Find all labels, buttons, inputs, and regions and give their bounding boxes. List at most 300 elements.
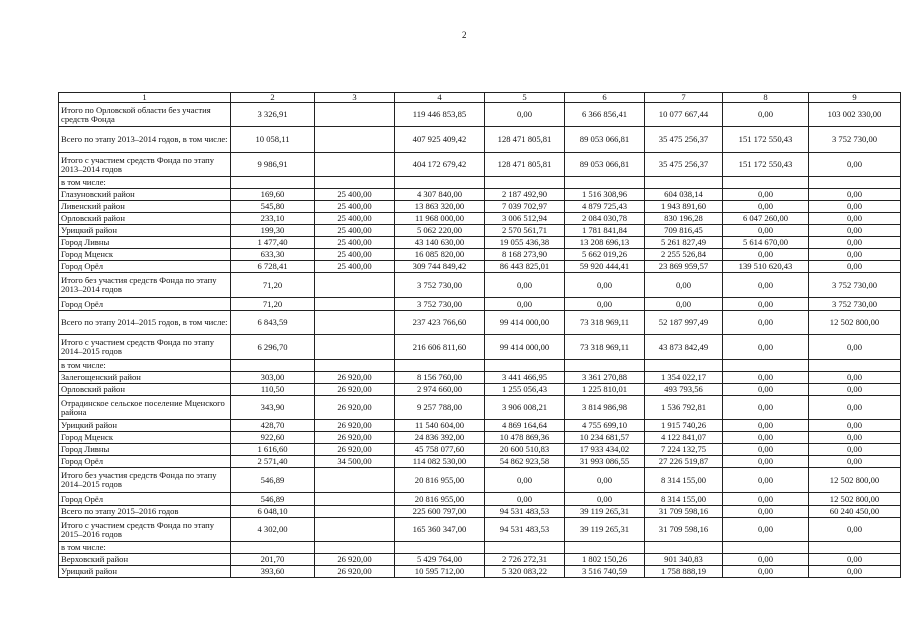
table-row	[59, 432, 901, 444]
value-cell: 0,00	[565, 298, 645, 311]
page-number: 2	[462, 30, 467, 40]
value-cell: 216 606 811,60	[395, 335, 485, 360]
value-cell: 343,90	[231, 396, 315, 420]
value-cell: 89 053 066,81	[565, 127, 645, 153]
value-cell: 0,00	[809, 225, 901, 237]
value-cell: 25 400,00	[315, 237, 395, 249]
value-cell: 45 758 077,60	[395, 444, 485, 456]
value-cell: 2 726 272,31	[485, 554, 565, 566]
value-cell	[809, 360, 901, 372]
table-row	[59, 566, 901, 578]
row-label-cell: Орловский район	[59, 384, 231, 396]
row-label-cell: Всего по этапу 2014–2015 годов, в том числе:	[59, 311, 231, 335]
column-header: 2	[231, 93, 315, 103]
value-cell: 10 077 667,44	[645, 103, 723, 127]
value-cell: 39 119 265,31	[565, 506, 645, 518]
table-row	[59, 396, 901, 420]
value-cell	[645, 360, 723, 372]
value-cell	[565, 360, 645, 372]
value-cell: 3 752 730,00	[809, 273, 901, 298]
value-cell: 8 314 155,00	[645, 493, 723, 506]
value-cell: 10 478 869,36	[485, 432, 565, 444]
table-row	[59, 493, 901, 506]
value-cell	[809, 177, 901, 189]
value-cell	[315, 153, 395, 177]
value-cell: 4 755 699,10	[565, 420, 645, 432]
value-cell: 199,30	[231, 225, 315, 237]
value-cell: 13 863 320,00	[395, 201, 485, 213]
value-cell	[645, 177, 723, 189]
value-cell	[315, 542, 395, 554]
value-cell: 0,00	[809, 189, 901, 201]
value-cell	[395, 177, 485, 189]
value-cell: 0,00	[809, 237, 901, 249]
value-cell: 2 570 561,71	[485, 225, 565, 237]
value-cell: 20 600 510,83	[485, 444, 565, 456]
row-label-cell: Город Мценск	[59, 432, 231, 444]
value-cell: 31 709 598,16	[645, 518, 723, 542]
value-cell: 151 172 550,43	[723, 153, 809, 177]
value-cell: 6 048,10	[231, 506, 315, 518]
table-row	[59, 237, 901, 249]
value-cell: 0,00	[723, 311, 809, 335]
row-label-cell: Итого с участием средств Фонда по этапу 2013–2014 годов	[59, 153, 231, 177]
table-row	[59, 153, 901, 177]
table-row	[59, 542, 901, 554]
value-cell: 26 920,00	[315, 396, 395, 420]
value-cell: 0,00	[723, 468, 809, 493]
table-row	[59, 518, 901, 542]
table-row	[59, 298, 901, 311]
value-cell	[809, 542, 901, 554]
value-cell: 0,00	[723, 372, 809, 384]
value-cell: 8 314 155,00	[645, 468, 723, 493]
value-cell: 3 814 986,98	[565, 396, 645, 420]
column-header: 5	[485, 93, 565, 103]
value-cell: 5 261 827,49	[645, 237, 723, 249]
value-cell: 545,80	[231, 201, 315, 213]
value-cell: 10 234 681,57	[565, 432, 645, 444]
table-row	[59, 273, 901, 298]
value-cell: 0,00	[809, 420, 901, 432]
value-cell: 1 802 150,26	[565, 554, 645, 566]
value-cell	[315, 273, 395, 298]
row-label-cell: Орловский район	[59, 213, 231, 225]
value-cell: 0,00	[723, 493, 809, 506]
value-cell: 6 843,59	[231, 311, 315, 335]
value-cell: 6 366 856,41	[565, 103, 645, 127]
row-label-cell: Город Ливны	[59, 444, 231, 456]
value-cell	[395, 542, 485, 554]
row-label-cell: Урицкий район	[59, 225, 231, 237]
value-cell: 24 836 392,00	[395, 432, 485, 444]
value-cell: 407 925 409,42	[395, 127, 485, 153]
row-label-cell: Ливенский район	[59, 201, 231, 213]
value-cell	[231, 542, 315, 554]
value-cell: 11 968 000,00	[395, 213, 485, 225]
value-cell: 2 084 030,78	[565, 213, 645, 225]
value-cell: 0,00	[809, 372, 901, 384]
value-cell: 3 361 270,88	[565, 372, 645, 384]
table-row	[59, 468, 901, 493]
table-row	[59, 444, 901, 456]
value-cell: 20 816 955,00	[395, 468, 485, 493]
row-label-cell: в том числе:	[59, 177, 231, 189]
table-row	[59, 335, 901, 360]
value-cell	[395, 360, 485, 372]
value-cell	[315, 506, 395, 518]
row-label-cell: Город Ливны	[59, 237, 231, 249]
column-header: 7	[645, 93, 723, 103]
value-cell: 830 196,28	[645, 213, 723, 225]
value-cell: 0,00	[723, 249, 809, 261]
column-header: 1	[59, 93, 231, 103]
value-cell: 0,00	[809, 554, 901, 566]
value-cell: 404 172 679,42	[395, 153, 485, 177]
value-cell: 1 781 841,84	[565, 225, 645, 237]
value-cell: 2 255 526,84	[645, 249, 723, 261]
value-cell: 0,00	[723, 103, 809, 127]
value-cell: 6 296,70	[231, 335, 315, 360]
value-cell: 5 320 083,22	[485, 566, 565, 578]
value-cell: 428,70	[231, 420, 315, 432]
value-cell: 901 340,83	[645, 554, 723, 566]
column-header: 4	[395, 93, 485, 103]
value-cell: 3 752 730,00	[809, 127, 901, 153]
value-cell: 5 062 220,00	[395, 225, 485, 237]
value-cell: 233,10	[231, 213, 315, 225]
value-cell: 1 516 308,96	[565, 189, 645, 201]
value-cell: 0,00	[645, 273, 723, 298]
value-cell	[723, 542, 809, 554]
row-label-cell: Город Орёл	[59, 493, 231, 506]
value-cell: 54 862 923,58	[485, 456, 565, 468]
value-cell: 1 943 891,60	[645, 201, 723, 213]
value-cell: 709 816,45	[645, 225, 723, 237]
value-cell: 0,00	[723, 189, 809, 201]
table-row	[59, 103, 901, 127]
value-cell	[231, 177, 315, 189]
row-label-cell: в том числе:	[59, 542, 231, 554]
value-cell: 1 255 056,43	[485, 384, 565, 396]
value-cell: 59 920 444,41	[565, 261, 645, 273]
value-cell: 2 187 492,90	[485, 189, 565, 201]
value-cell	[315, 335, 395, 360]
value-cell: 0,00	[485, 273, 565, 298]
column-header: 3	[315, 93, 395, 103]
value-cell: 7 224 132,75	[645, 444, 723, 456]
row-label-cell: Итого по Орловской области без участия средств Фонда	[59, 103, 231, 127]
value-cell: 3 516 740,59	[565, 566, 645, 578]
table-row	[59, 261, 901, 273]
table-row	[59, 201, 901, 213]
value-cell	[565, 542, 645, 554]
value-cell: 4 307 840,00	[395, 189, 485, 201]
value-cell: 165 360 347,00	[395, 518, 485, 542]
value-cell: 128 471 805,81	[485, 153, 565, 177]
row-label-cell: Итого без участия средств Фонда по этапу 2014–2015 годов	[59, 468, 231, 493]
value-cell: 0,00	[809, 261, 901, 273]
table-row	[59, 213, 901, 225]
value-cell: 89 053 066,81	[565, 153, 645, 177]
value-cell: 6 728,41	[231, 261, 315, 273]
value-cell	[485, 542, 565, 554]
row-label-cell: Всего по этапу 2015–2016 годов	[59, 506, 231, 518]
value-cell: 19 055 436,38	[485, 237, 565, 249]
row-label-cell: Город Орёл	[59, 298, 231, 311]
value-cell: 0,00	[809, 335, 901, 360]
value-cell: 43 140 630,00	[395, 237, 485, 249]
value-cell: 114 082 530,00	[395, 456, 485, 468]
value-cell: 922,60	[231, 432, 315, 444]
value-cell: 60 240 450,00	[809, 506, 901, 518]
value-cell	[315, 298, 395, 311]
value-cell: 0,00	[809, 213, 901, 225]
value-cell: 0,00	[565, 468, 645, 493]
value-cell: 0,00	[723, 335, 809, 360]
value-cell: 3 006 512,94	[485, 213, 565, 225]
value-cell: 237 423 766,60	[395, 311, 485, 335]
value-cell: 0,00	[565, 273, 645, 298]
value-cell	[315, 127, 395, 153]
value-cell: 0,00	[809, 249, 901, 261]
value-cell: 0,00	[485, 103, 565, 127]
value-cell: 1 225 810,01	[565, 384, 645, 396]
row-label-cell: Город Орёл	[59, 261, 231, 273]
value-cell: 201,70	[231, 554, 315, 566]
value-cell: 546,89	[231, 493, 315, 506]
value-cell: 103 002 330,00	[809, 103, 901, 127]
value-cell: 20 816 955,00	[395, 493, 485, 506]
row-label-cell: Урицкий район	[59, 420, 231, 432]
value-cell: 86 443 825,01	[485, 261, 565, 273]
value-cell: 52 187 997,49	[645, 311, 723, 335]
value-cell: 13 208 696,13	[565, 237, 645, 249]
value-cell: 26 920,00	[315, 432, 395, 444]
value-cell: 604 038,14	[645, 189, 723, 201]
value-cell: 1 354 022,17	[645, 372, 723, 384]
table-row	[59, 177, 901, 189]
value-cell: 16 085 820,00	[395, 249, 485, 261]
value-cell: 3 441 466,95	[485, 372, 565, 384]
value-cell: 0,00	[723, 444, 809, 456]
value-cell: 8 156 760,00	[395, 372, 485, 384]
value-cell: 0,00	[723, 298, 809, 311]
value-cell: 27 226 519,87	[645, 456, 723, 468]
value-cell	[315, 103, 395, 127]
value-cell: 2 571,40	[231, 456, 315, 468]
value-cell: 3 752 730,00	[395, 273, 485, 298]
value-cell: 0,00	[723, 456, 809, 468]
value-cell: 7 039 702,97	[485, 201, 565, 213]
table-row	[59, 420, 901, 432]
value-cell: 0,00	[723, 384, 809, 396]
value-cell: 12 502 800,00	[809, 311, 901, 335]
value-cell: 2 974 660,00	[395, 384, 485, 396]
row-label-cell: Итого с участием средств Фонда по этапу 2014–2015 годов	[59, 335, 231, 360]
value-cell: 73 318 969,11	[565, 311, 645, 335]
value-cell: 303,00	[231, 372, 315, 384]
value-cell: 393,60	[231, 566, 315, 578]
table-row	[59, 384, 901, 396]
value-cell: 10 058,11	[231, 127, 315, 153]
value-cell: 25 400,00	[315, 249, 395, 261]
value-cell: 3 326,91	[231, 103, 315, 127]
value-cell	[485, 177, 565, 189]
value-cell	[315, 468, 395, 493]
table-row	[59, 372, 901, 384]
value-cell: 10 595 712,00	[395, 566, 485, 578]
value-cell: 8 168 273,90	[485, 249, 565, 261]
table-row	[59, 127, 901, 153]
value-cell: 4 302,00	[231, 518, 315, 542]
row-label-cell: в том числе:	[59, 360, 231, 372]
table-row	[59, 225, 901, 237]
value-cell: 0,00	[485, 493, 565, 506]
table-row	[59, 554, 901, 566]
row-label-cell: Город Мценск	[59, 249, 231, 261]
value-cell: 11 540 604,00	[395, 420, 485, 432]
row-label-cell: Отрадинское сельское поселение Мценского района	[59, 396, 231, 420]
value-cell: 0,00	[723, 225, 809, 237]
value-cell: 0,00	[809, 201, 901, 213]
value-cell: 39 119 265,31	[565, 518, 645, 542]
value-cell: 128 471 805,81	[485, 127, 565, 153]
value-cell: 5 614 670,00	[723, 237, 809, 249]
value-cell: 0,00	[809, 518, 901, 542]
value-cell: 0,00	[809, 153, 901, 177]
value-cell: 493 793,56	[645, 384, 723, 396]
value-cell	[315, 493, 395, 506]
value-cell: 25 400,00	[315, 213, 395, 225]
value-cell: 3 906 008,21	[485, 396, 565, 420]
value-cell: 0,00	[723, 432, 809, 444]
value-cell: 1 616,60	[231, 444, 315, 456]
value-cell: 99 414 000,00	[485, 311, 565, 335]
value-cell: 119 446 853,85	[395, 103, 485, 127]
value-cell: 9 257 788,00	[395, 396, 485, 420]
value-cell: 0,00	[809, 384, 901, 396]
value-cell: 0,00	[723, 566, 809, 578]
value-cell: 1 536 792,81	[645, 396, 723, 420]
value-cell: 31 993 086,55	[565, 456, 645, 468]
value-cell	[645, 542, 723, 554]
value-cell: 25 400,00	[315, 225, 395, 237]
value-cell	[723, 177, 809, 189]
value-cell: 5 429 764,00	[395, 554, 485, 566]
value-cell: 633,30	[231, 249, 315, 261]
value-cell: 0,00	[809, 444, 901, 456]
value-cell: 0,00	[723, 518, 809, 542]
value-cell: 139 510 620,43	[723, 261, 809, 273]
value-cell: 0,00	[723, 506, 809, 518]
value-cell	[315, 177, 395, 189]
row-label-cell: Верховский район	[59, 554, 231, 566]
value-cell: 26 920,00	[315, 444, 395, 456]
data-table	[58, 92, 901, 578]
value-cell: 26 920,00	[315, 384, 395, 396]
value-cell	[485, 360, 565, 372]
value-cell: 1 915 740,26	[645, 420, 723, 432]
value-cell: 25 400,00	[315, 201, 395, 213]
value-cell: 1 477,40	[231, 237, 315, 249]
value-cell: 0,00	[723, 201, 809, 213]
value-cell: 25 400,00	[315, 189, 395, 201]
value-cell: 4 122 841,07	[645, 432, 723, 444]
value-cell: 26 920,00	[315, 566, 395, 578]
table-header-row	[59, 93, 901, 103]
row-label-cell: Урицкий район	[59, 566, 231, 578]
value-cell: 0,00	[809, 396, 901, 420]
value-cell: 151 172 550,43	[723, 127, 809, 153]
value-cell: 73 318 969,11	[565, 335, 645, 360]
value-cell: 31 709 598,16	[645, 506, 723, 518]
table-row	[59, 506, 901, 518]
value-cell: 12 502 800,00	[809, 493, 901, 506]
value-cell: 9 986,91	[231, 153, 315, 177]
table-row	[59, 189, 901, 201]
column-header: 6	[565, 93, 645, 103]
row-label-cell: Итого без участия средств Фонда по этапу 2013–2014 годов	[59, 273, 231, 298]
value-cell	[723, 360, 809, 372]
value-cell: 3 752 730,00	[395, 298, 485, 311]
row-label-cell: Всего по этапу 2013–2014 годов, в том числе:	[59, 127, 231, 153]
value-cell: 12 502 800,00	[809, 468, 901, 493]
value-cell: 169,60	[231, 189, 315, 201]
value-cell: 0,00	[809, 566, 901, 578]
value-cell: 26 920,00	[315, 420, 395, 432]
value-cell: 1 758 888,19	[645, 566, 723, 578]
value-cell: 43 873 842,49	[645, 335, 723, 360]
value-cell	[315, 518, 395, 542]
column-header: 9	[809, 93, 901, 103]
value-cell: 94 531 483,53	[485, 506, 565, 518]
row-label-cell: Глазуновский район	[59, 189, 231, 201]
value-cell: 0,00	[809, 456, 901, 468]
value-cell: 0,00	[809, 432, 901, 444]
value-cell: 71,20	[231, 298, 315, 311]
value-cell: 4 869 164,64	[485, 420, 565, 432]
table-row	[59, 456, 901, 468]
row-label-cell: Итого с участием средств Фонда по этапу 2015–2016 годов	[59, 518, 231, 542]
value-cell: 0,00	[645, 298, 723, 311]
value-cell: 17 933 434,02	[565, 444, 645, 456]
value-cell: 225 600 797,00	[395, 506, 485, 518]
value-cell: 6 047 260,00	[723, 213, 809, 225]
value-cell: 0,00	[723, 420, 809, 432]
value-cell: 23 869 959,57	[645, 261, 723, 273]
value-cell: 94 531 483,53	[485, 518, 565, 542]
column-header: 8	[723, 93, 809, 103]
table-row	[59, 311, 901, 335]
value-cell: 26 920,00	[315, 372, 395, 384]
value-cell	[565, 177, 645, 189]
value-cell: 0,00	[485, 298, 565, 311]
value-cell: 35 475 256,37	[645, 153, 723, 177]
value-cell: 34 500,00	[315, 456, 395, 468]
table-row	[59, 360, 901, 372]
row-label-cell: Залегощенский район	[59, 372, 231, 384]
value-cell: 309 744 849,42	[395, 261, 485, 273]
table-row	[59, 249, 901, 261]
value-cell: 3 752 730,00	[809, 298, 901, 311]
value-cell: 546,89	[231, 468, 315, 493]
value-cell: 26 920,00	[315, 554, 395, 566]
value-cell: 0,00	[723, 396, 809, 420]
value-cell: 0,00	[485, 468, 565, 493]
value-cell: 35 475 256,37	[645, 127, 723, 153]
value-cell: 5 662 019,26	[565, 249, 645, 261]
